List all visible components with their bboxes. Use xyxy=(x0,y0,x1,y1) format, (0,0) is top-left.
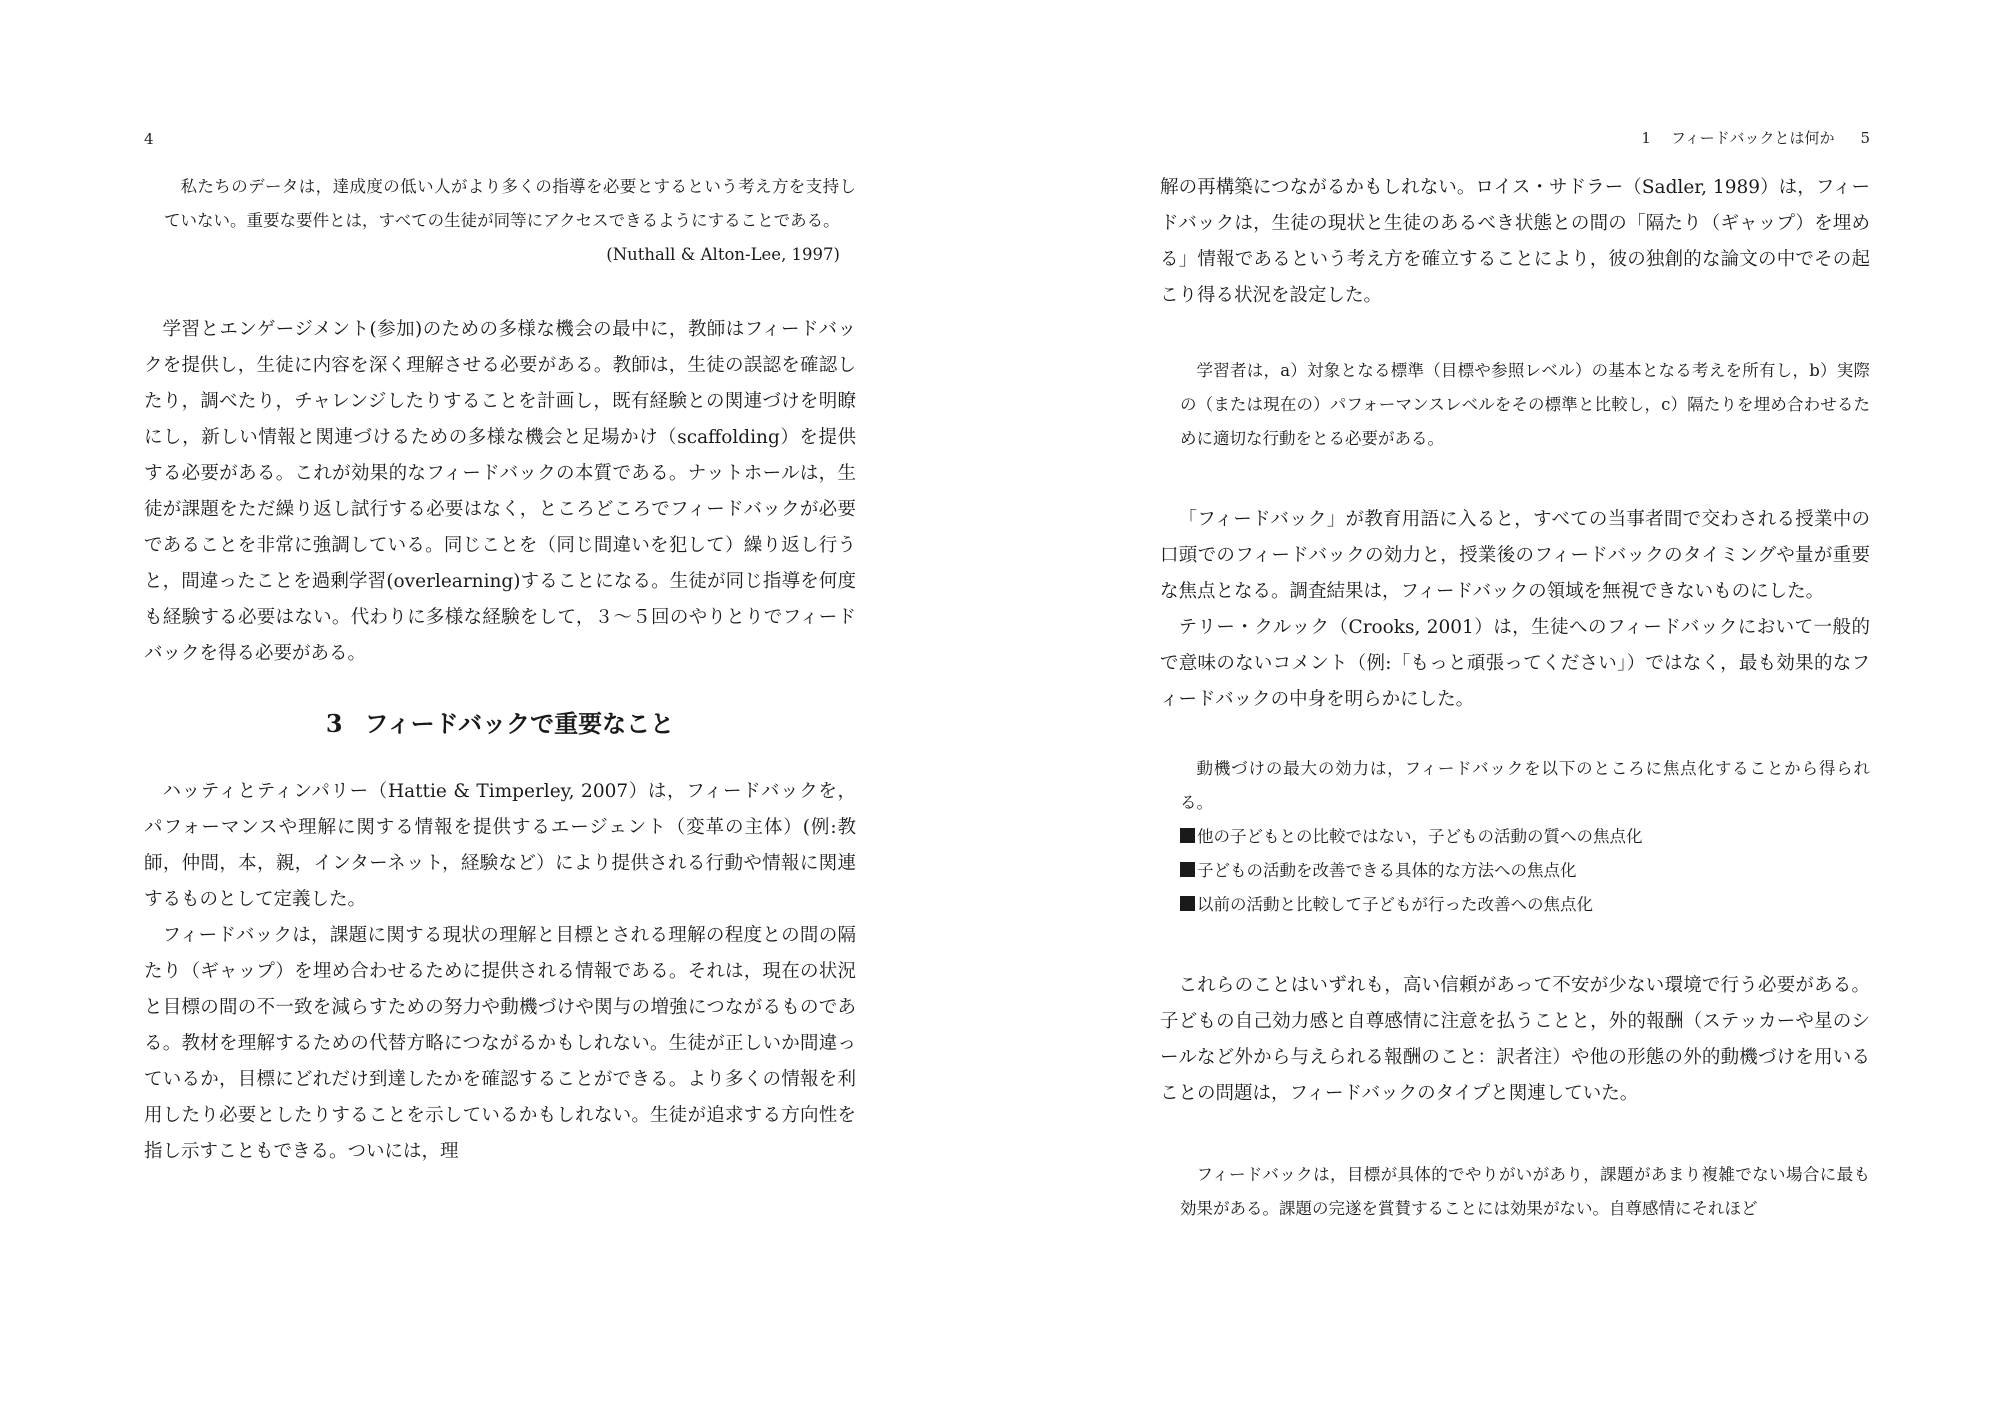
list-item-text: 子どもの活動を改善できる具体的な方法への焦点化 xyxy=(1197,861,1577,880)
paragraph-learning-engagement: 学習とエンゲージメント(参加)のための多様な機会の最中に，教師はフィードバックを提供し，生徒に内容を深く理解させる必要がある。教師は，生徒の誤認を確認したり，調べたり，チャレンジしたりすることを計画し，既有経験との関連づけを明瞭にし，新しい情報と関連づけるための多様な機会と足場かけ（scaffolding）を提供する必要がある。これが効果的なフィードバックの本質である。ナットホールは，生徒が課題をただ繰り返し試行する必要はなく，ところどころでフィードバックが必要であることを非常に強調している。同じことを（同じ間違いを犯して）繰り返し行うと，間違ったことを過剰学習(overlearning)することになる。生徒が同じ指導を何度も経験する必要はない。代わりに多様な経験をして，３～５回のやりとりでフィードバックを得る必要がある。 xyxy=(144,319,856,664)
quote-learner-standard-text: 学習者は，a）対象となる標準（目標や参照レベル）の基本となる考えを所有し，b）実際の（または現在の）パフォーマンスレベルをその標準と比較し，c）隔たりを埋め合わせるために適切な行動をとる必要がある。 xyxy=(1180,361,1870,448)
list-item xyxy=(1180,888,1870,922)
epigraph-text: 私たちのデータは，達成度の低い人がより多くの指導を必要とするという考え方を支持していない。重要な要件とは，すべての生徒が同等にアクセスできるようにすることである。 xyxy=(164,177,857,230)
quote-goal-specific-text: フィードバックは，目標が具体的でやりがいがあり，課題があまり複雑でない場合に最も効果がある。課題の完遂を賞賛することには効果がない。自尊感情にそれほど xyxy=(1180,1165,1870,1218)
paragraph-sadler: 解の再構築につながるかもしれない。ロイス・サドラー（Sadler, 1989）は，フィードバックは，生徒の現状と生徒のあるべき状態との間の「隔たり（ギャップ）を埋める」情報であるという考え方を確立することにより，彼の独創的な論文の中でその起こり得る状況を設定した。 xyxy=(1160,177,1870,306)
section-title: フィードバックで重要なこと xyxy=(364,709,675,738)
section-heading xyxy=(144,704,856,744)
list-item xyxy=(1180,820,1870,854)
section-number: 3 xyxy=(325,709,343,738)
list-item xyxy=(1180,854,1870,888)
running-head-title: フィードバックとは何か xyxy=(1670,129,1835,147)
spacer xyxy=(1160,314,1870,354)
running-head-chapter: 1 xyxy=(1641,129,1651,147)
spacer xyxy=(1160,922,1870,968)
spacer xyxy=(144,272,856,312)
page-number-right: 5 xyxy=(1860,129,1870,147)
square-bullet-icon xyxy=(1180,828,1195,843)
right-page-body xyxy=(1160,170,1870,1226)
quote-goal-specific xyxy=(1160,1158,1870,1226)
square-bullet-icon xyxy=(1180,862,1195,877)
quote-motivation xyxy=(1160,752,1870,820)
list-item-text: 以前の活動と比較して子どもが行った改善への焦点化 xyxy=(1197,895,1593,914)
spacer xyxy=(1160,1112,1870,1158)
left-page-body xyxy=(144,170,856,1170)
spacer xyxy=(1160,456,1870,502)
right-page xyxy=(1160,0,1870,1414)
square-bullet-icon xyxy=(1180,896,1195,911)
quote-learner-standard xyxy=(1160,354,1870,456)
paragraph-self-efficacy: これらのことはいずれも，高い信頼があって不安が少ない環境で行う必要がある。子どもの自己効力感と自尊感情に注意を払うことと，外的報酬（ステッカーや星のシールなど外から与えられる報酬のこと：訳者注）や他の形態の外的動機づけを用いることの問題は，フィードバックのタイプと関連していた。 xyxy=(1160,975,1870,1104)
epigraph-citation: (Nuthall & Alton-Lee, 1997) xyxy=(606,245,840,264)
running-head xyxy=(1641,127,1870,148)
paragraph-feedback-terminology: 「フィードバック」が教育用語に入ると，すべての当事者間で交わされる授業中の口頭でのフィードバックの効力と，授業後のフィードバックのタイミングや量が重要な焦点となる。調査結果は，フィードバックの領域を無視できないものにした。 xyxy=(1160,509,1870,602)
left-page xyxy=(144,0,856,1414)
spacer xyxy=(1160,718,1870,752)
quote-motivation-lead: 動機づけの最大の効力は，フィードバックを以下のところに焦点化することから得られる。 xyxy=(1180,759,1870,812)
epigraph xyxy=(144,170,856,272)
motivation-bullet-list xyxy=(1160,820,1870,922)
paragraph-crooks: テリー・クルック（Crooks, 2001）は，生徒へのフィードバックにおいて一般的で意味のないコメント（例:「もっと頑張ってください」）ではなく，最も効果的なフィードバックの中身を明らかにした。 xyxy=(1160,617,1870,710)
page-number-left: 4 xyxy=(144,130,154,148)
list-item-text: 他の子どもとの比較ではない，子どもの活動の質への焦点化 xyxy=(1197,827,1643,846)
paragraph-hattie-timperley: ハッティとティンパリー（Hattie & Timperley, 2007）は，フィードバックを，パフォーマンスや理解に関する情報を提供するエージェント（変革の主体）(例:教師，仲間，本，親，インターネット，経験など）により提供される行動や情報に関連するものとして定義した。 xyxy=(144,781,856,910)
paragraph-feedback-gap: フィードバックは，課題に関する現状の理解と目標とされる理解の程度との間の隔たり（ギャップ）を埋め合わせるために提供される情報である。それは，現在の状況と目標の間の不一致を減らすための努力や動機づけや関与の増強につながるものである。教材を理解するための代替方略につながるかもしれない。生徒が正しいか間違っているか，目標にどれだけ到達したかを確認することができる。より多くの情報を利用したり必要としたりすることを示しているかもしれない。生徒が追求する方向性を指し示すこともできる。ついには，理 xyxy=(144,925,856,1162)
